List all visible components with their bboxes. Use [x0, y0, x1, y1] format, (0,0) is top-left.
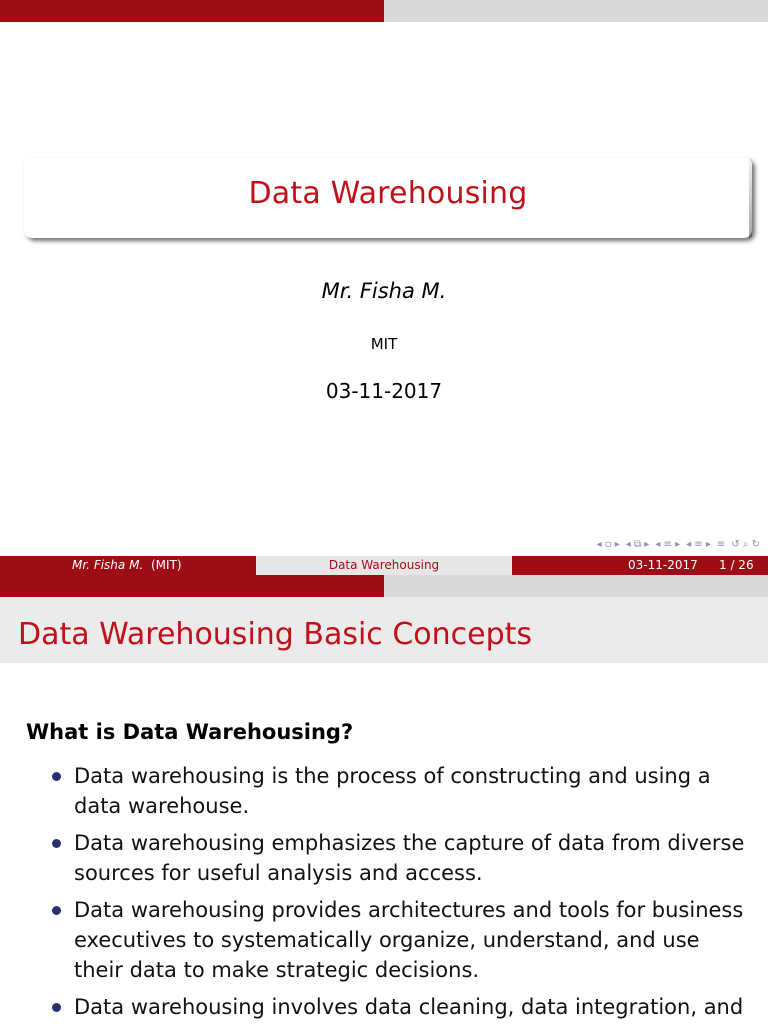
bullet-text: Data warehousing emphasizes the capture of data from diverse sources for useful analysis and access. — [74, 831, 745, 885]
slide-footer — [0, 556, 768, 575]
footer-author: Mr. Fisha M. — [72, 558, 144, 572]
content-slide — [0, 575, 768, 1024]
bullet-text: Data warehousing provides architectures and tools for business executives to systematically organize, understand, and use their data to make strategic decisions. — [74, 898, 744, 982]
header-bar-left — [0, 0, 384, 22]
slide-title: Data Warehousing — [248, 176, 528, 211]
footer-institute: (MIT) — [151, 558, 182, 572]
header-bar-right — [384, 0, 768, 22]
bullet-text: Data warehousing is the process of constructing and using a data warehouse. — [74, 764, 711, 818]
bullet-icon — [52, 839, 61, 848]
block-title: What is Data Warehousing? — [26, 720, 354, 744]
institute-name: MIT — [370, 335, 398, 353]
footer-title-section — [256, 556, 512, 575]
title-box — [24, 158, 752, 238]
author-name: Mr. Fisha M. — [321, 279, 447, 303]
header-bar-left — [0, 575, 384, 597]
footer-date-section — [512, 556, 768, 575]
list-item — [48, 828, 748, 888]
bullet-list — [48, 761, 748, 1024]
nav-subsection-icon[interactable]: ◂ ≡ ▸ — [655, 539, 681, 550]
nav-frame-icon[interactable]: ◂ ⧉ ▸ — [625, 539, 650, 550]
bullet-icon — [52, 1003, 61, 1012]
bullet-icon — [52, 772, 61, 781]
nav-search-icon[interactable]: ↺ ⌕ ↻ — [731, 539, 760, 550]
list-item — [48, 992, 748, 1022]
list-item — [48, 761, 748, 821]
beamer-navigation[interactable] — [597, 538, 760, 552]
footer-author-section — [0, 556, 256, 575]
footer-title: Data Warehousing — [328, 558, 440, 572]
header-bar-right — [384, 575, 768, 597]
bullet-text: Data warehousing involves data cleaning, data integration, and — [74, 995, 744, 1019]
footer-page-number: 1 / 26 — [719, 558, 754, 572]
nav-prev-arrow-icon[interactable]: ◂ ▫ ▸ — [596, 539, 620, 550]
footer-date: 03-11-2017 — [628, 558, 698, 572]
nav-section-icon[interactable]: ◂ ≡ ▸ — [686, 539, 711, 550]
nav-align-icon[interactable]: ≡ — [716, 539, 726, 550]
frame-title: Data Warehousing Basic Concepts — [18, 617, 533, 652]
list-item — [48, 895, 748, 985]
bullet-icon — [52, 906, 61, 915]
presentation-date: 03-11-2017 — [325, 379, 443, 403]
